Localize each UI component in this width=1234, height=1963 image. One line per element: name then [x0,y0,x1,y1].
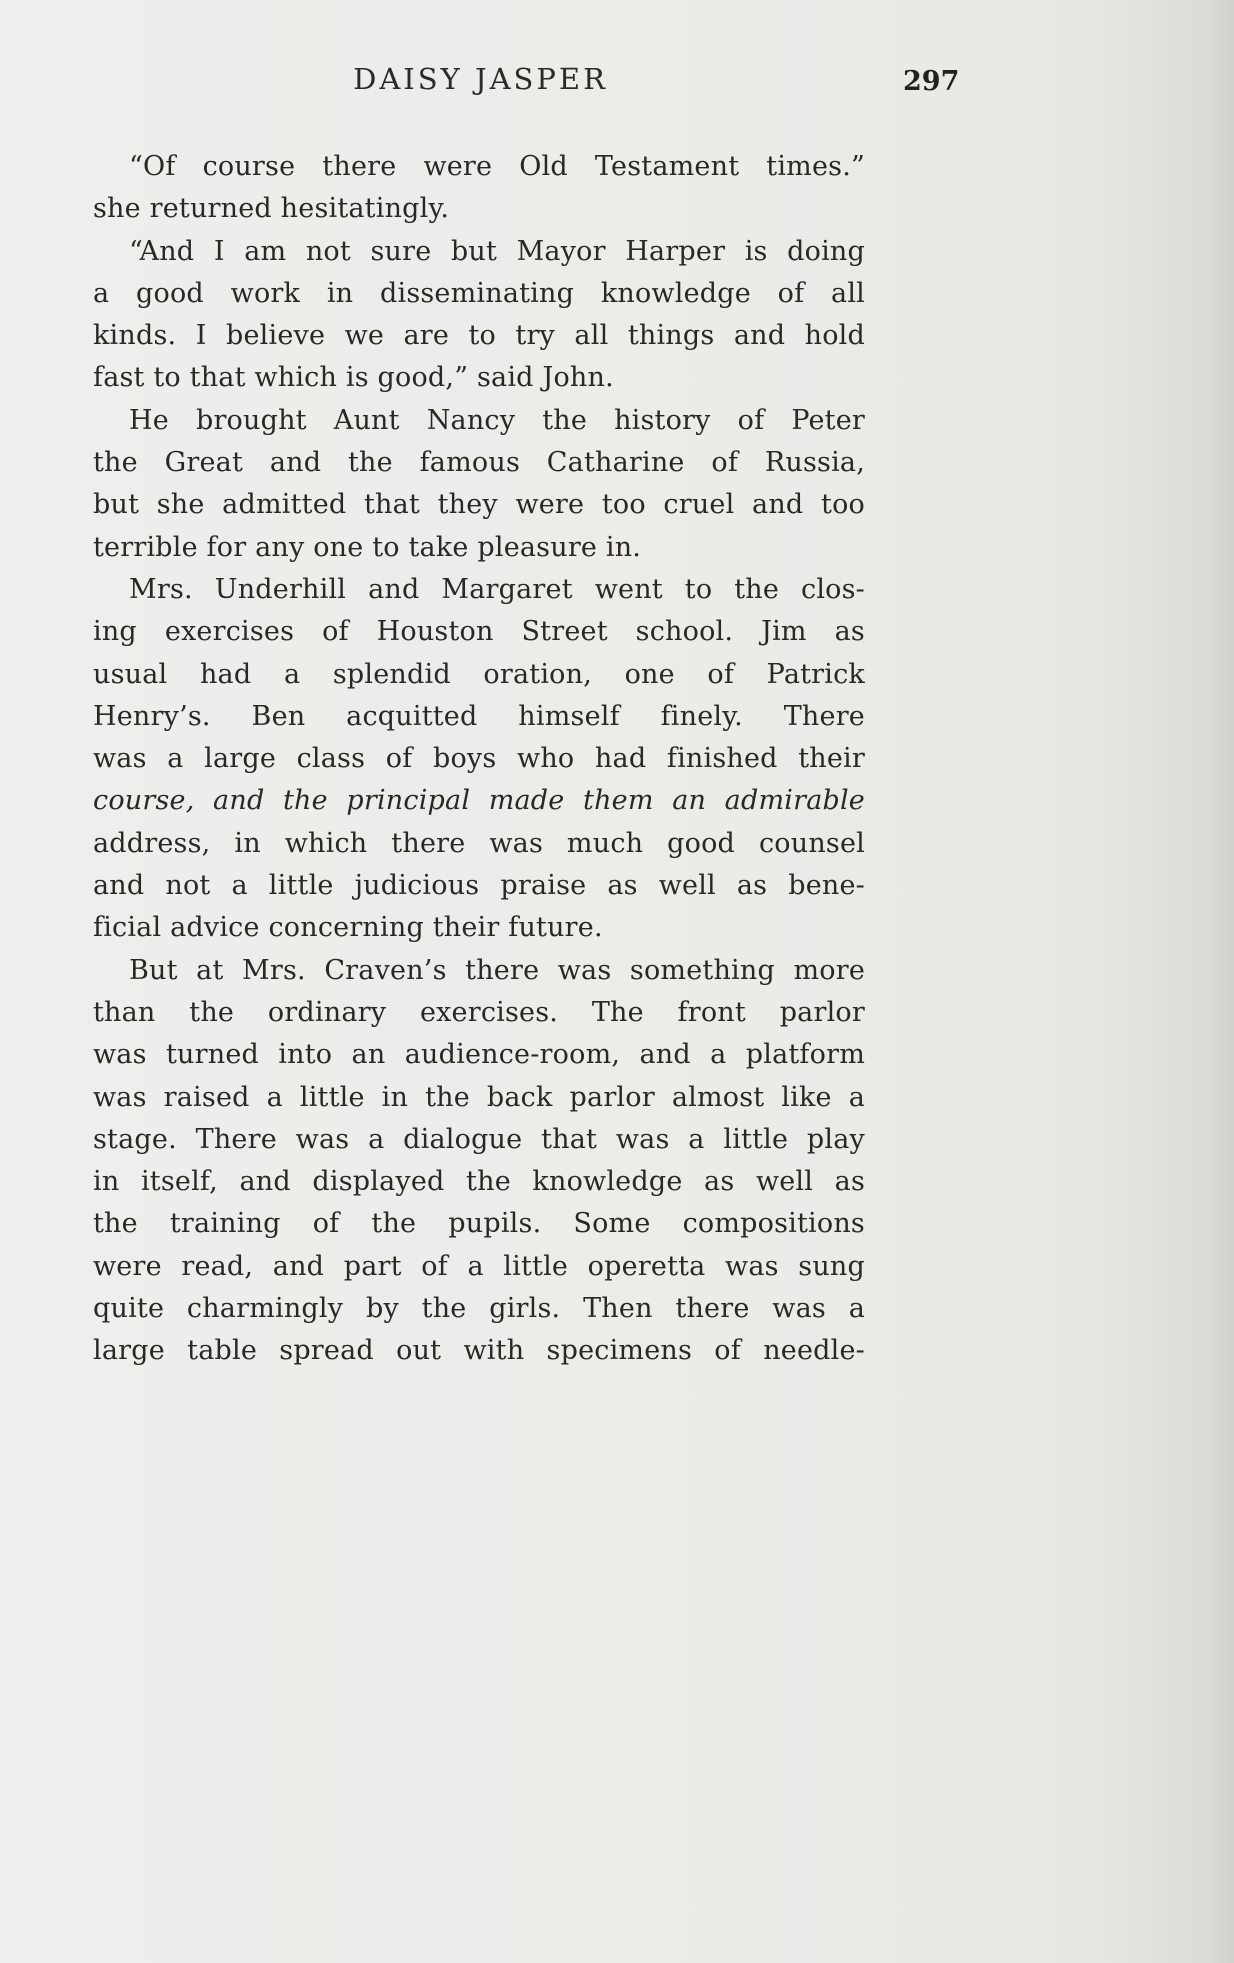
text-line: “And I am not sure but Mayor Harper is doing [129,235,865,267]
text-line: in itself, and displayed the knowledge as well as [93,1166,865,1198]
text-line: quite charmingly by the girls. Then there was a [93,1293,865,1325]
page-header [93,62,868,102]
text-line: Mrs. Underhill and Margaret went to the clos- [129,573,865,605]
text-line: usual had a splendid oration, one of Patrick [93,658,865,690]
text-line: ing exercises of Houston Street school. Jim as [93,616,865,648]
text-line: ficial advice concerning their future. [93,912,603,944]
text-line: fast to that which is good,” said John. [93,362,614,394]
page-title: DAISY JASPER [353,62,608,96]
text-line: the training of the pupils. Some compositions [93,1208,865,1240]
text-line: was a large class of boys who had finished their [93,743,865,775]
text-line: and not a little judicious praise as well as bene- [93,870,865,902]
text-line: terrible for any one to take pleasure in. [93,531,642,563]
text-line: than the ordinary exercises. The front parlor [93,996,865,1028]
page-body [93,146,865,1373]
text-line: stage. There was a dialogue that was a little play [93,1123,865,1155]
text-line: she returned hesitatingly. [93,193,450,225]
page-number: 297 [903,66,960,97]
text-line: were read, and part of a little operetta was sung [93,1250,865,1282]
text-line: the Great and the famous Catharine of Russia, [93,447,865,479]
text-line: a good work in disseminating knowledge of all [93,277,865,309]
text-line: Henry’s. Ben acquitted himself finely. There [93,700,865,732]
text-line: He brought Aunt Nancy the history of Peter [129,404,865,436]
text-line: large table spread out with specimens of needle- [93,1335,865,1367]
text-line: address, in which there was much good counsel [93,827,865,859]
text-line: was turned into an audience-room, and a platform [93,1039,865,1071]
text-line: was raised a little in the back parlor almost like a [93,1081,865,1113]
text-line: but she admitted that they were too cruel and too [93,489,865,521]
text-line: kinds. I believe we are to try all things and hold [93,320,865,352]
text-line: “Of course there were Old Testament times.” [129,151,865,182]
text-line: But at Mrs. Craven’s there was something more [129,954,865,986]
text-line: course, and the principal made them an admirable [93,785,865,817]
